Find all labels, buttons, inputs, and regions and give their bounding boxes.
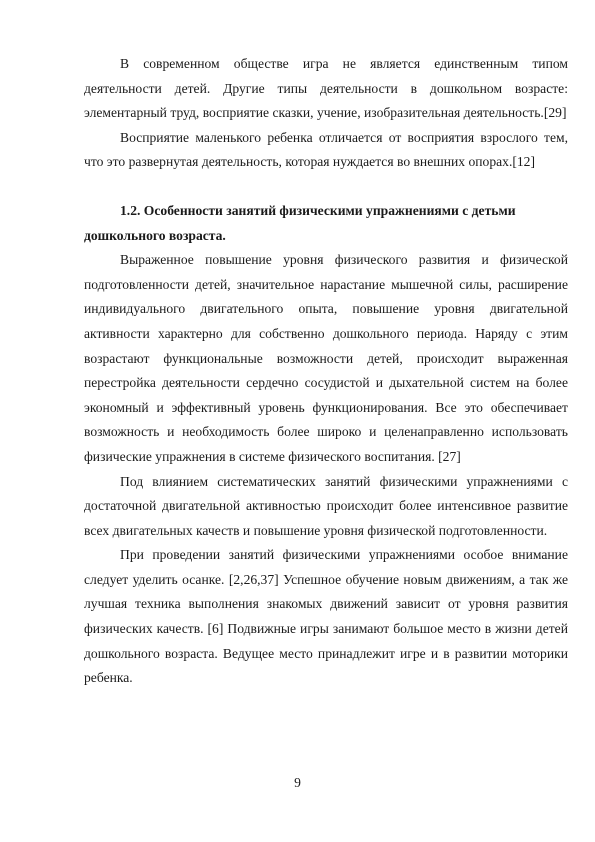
page-number: 9 [294,775,301,790]
paragraph-systematic-exercise: Под влиянием систематических занятий физическими упражнениями с достаточной двигательной активностью происходит более интенсивное развитие всех двигательных качеств и повышение уровня физической подготовленности. [84,473,568,538]
paragraph-child-perception: Восприятие маленького ребенка отличается от восприятия взрослого тем, что это развернутая деятельность, которая нуждается во внешних опорах.[12] [84,129,568,170]
document-page [84,52,568,691]
paragraph-posture-and-games: При проведении занятий физическими упражнениями особое внимание следует уделить осанке. [2,26,37] Успешное обучение новым движениям, а так же лучшая техника выполнения знакомых движений зависит от уровня развития физических качеств. [6] Подвижные игры занимают большое место в жизни детей дошкольного возраста. Ведущее место принадлежит игре и в развитии моторики ребенка. [84,547,568,686]
paragraph-physical-development: Выраженное повышение уровня физического развития и физической подготовленности детей, значительное нарастание мышечной силы, расширение индивидуального двигательного опыта, повышение уровня двигательной активности характерно для собственно дошкольного периода. Наряду с этим возрастают функциональные возможности детей, происходит выраженная перестройка деятельности сердечно сосудистой и дыхательной систем на более экономный и эффективный уровень функционирования. Все это обеспечивает возможность и необходимость более широко и целенаправленно использовать физические упражнения в системе физического воспитания. [27] [84,252,568,464]
paragraph-play-activity: В современном обществе игра не является единственным типом деятельности детей. Другие типы деятельности в дошкольном возрасте: элементарный труд, восприятие сказки, учение, изобразительная деятельность.[29] [84,56,568,121]
section-heading: 1.2. Особенности занятий физическими упражнениями с детьми дошкольного возраста. [84,202,516,243]
